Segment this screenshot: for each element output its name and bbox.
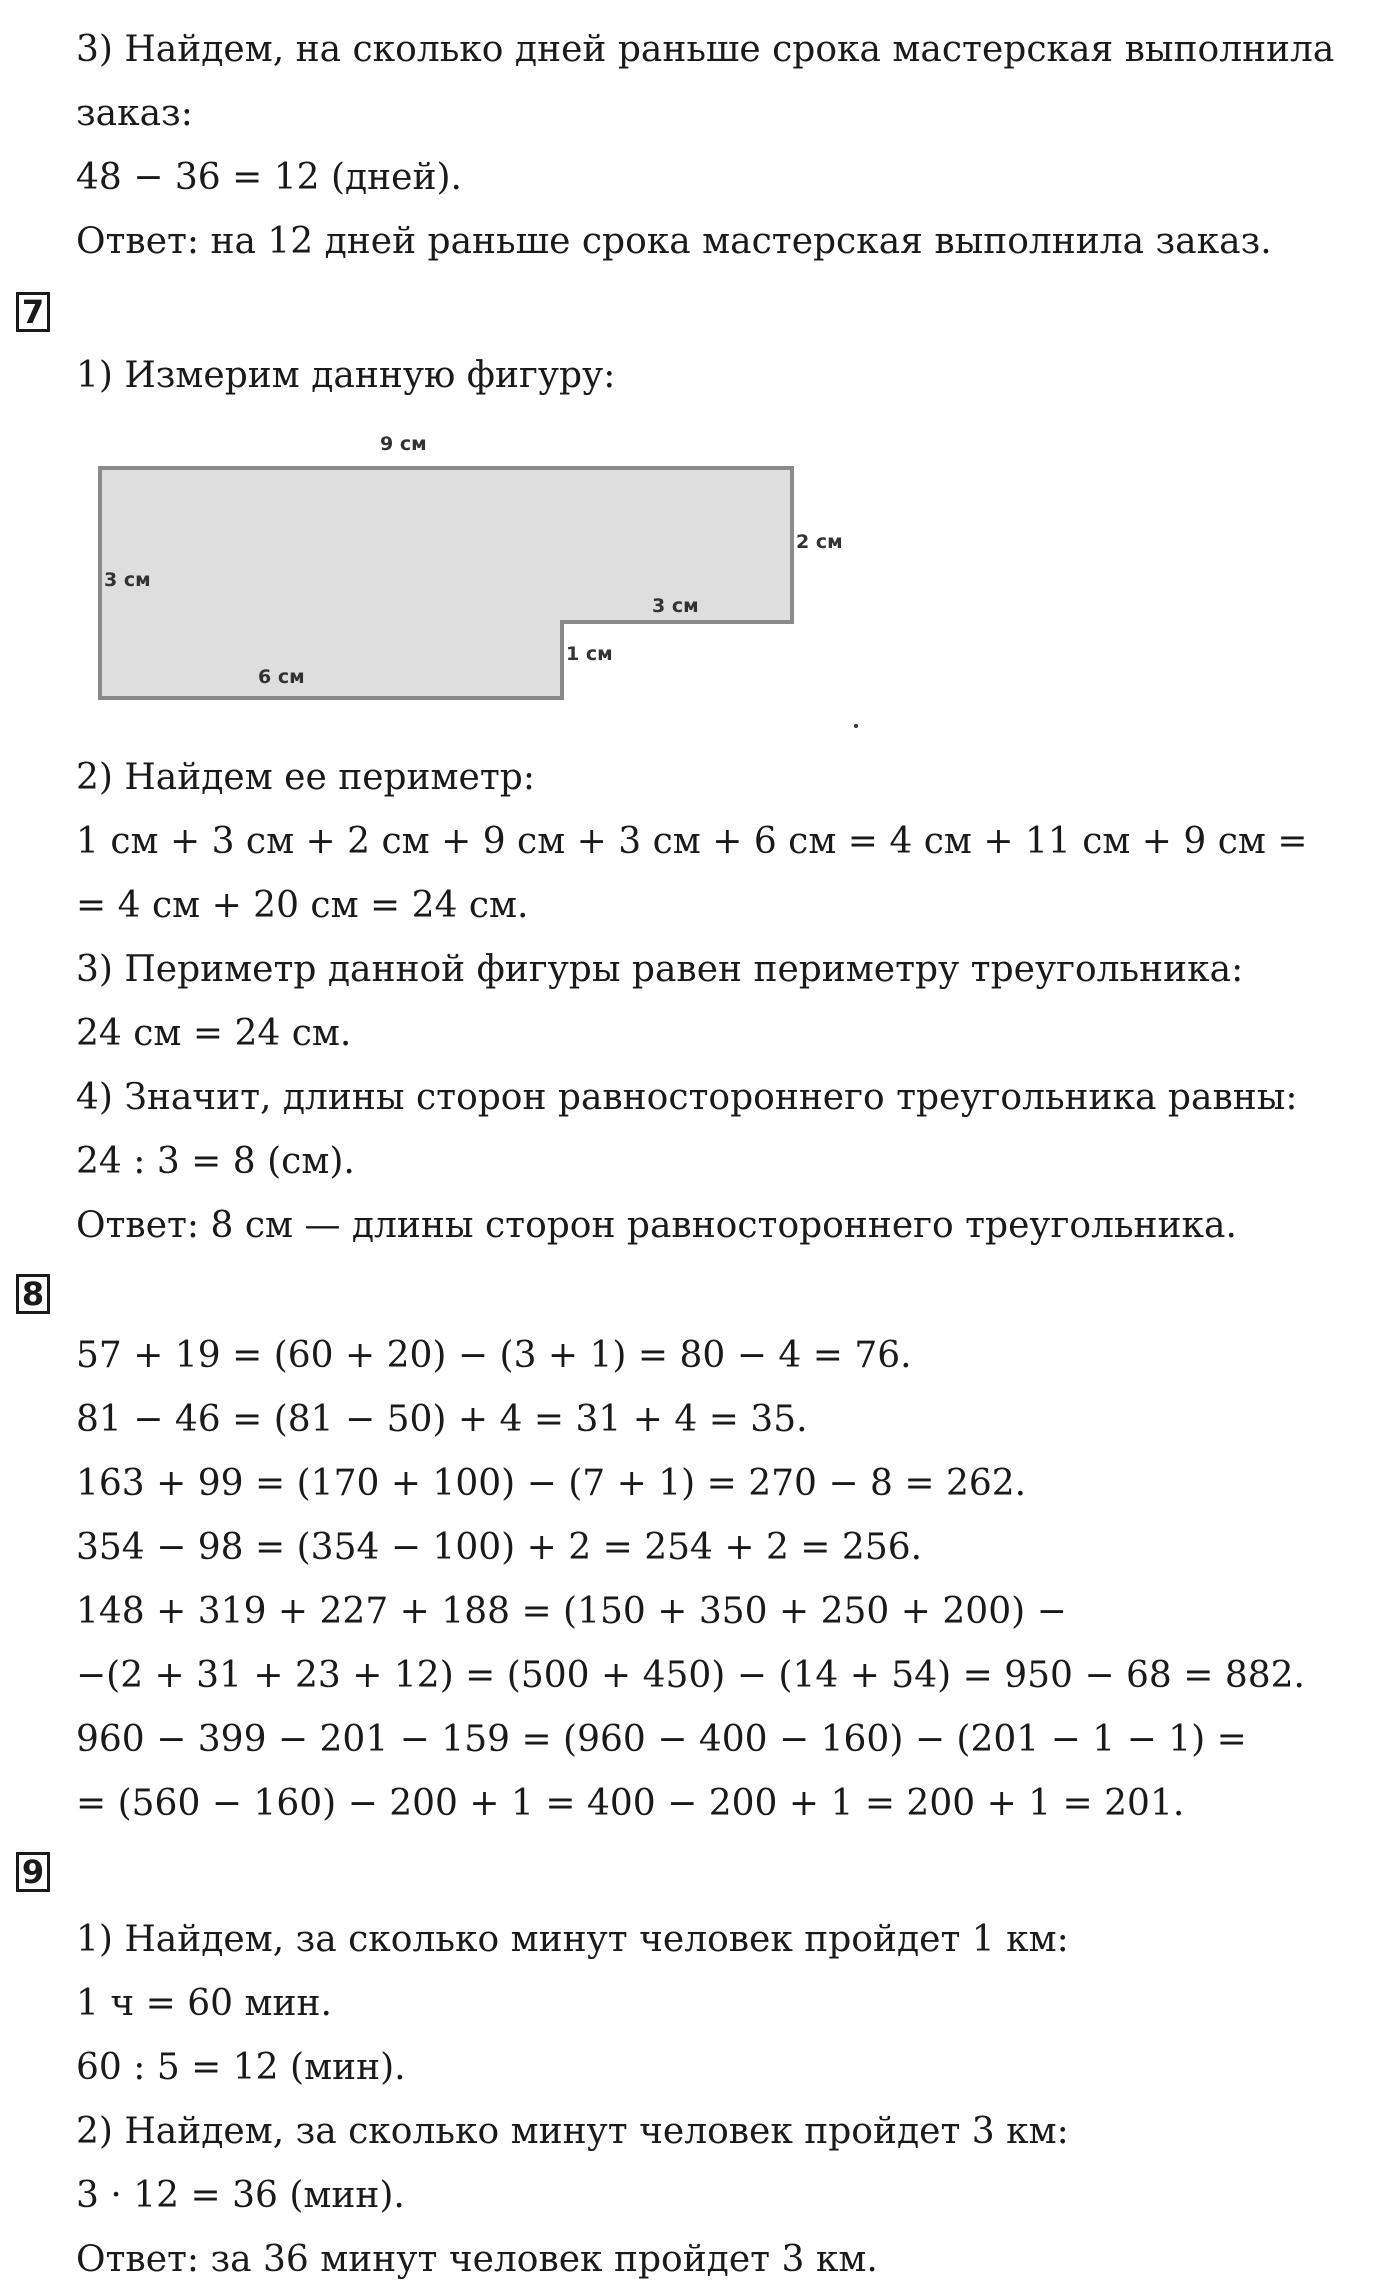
task9-number-box: 9	[16, 1852, 50, 1892]
task8-line: 81 − 46 = (81 − 50) + 4 = 31 + 4 = 35.	[76, 1399, 808, 1440]
figure-shape	[100, 468, 792, 698]
task7-answer: Ответ: 8 см — длины сторон равностороннего треугольника.	[76, 1205, 1237, 1246]
task8-line: 57 + 19 = (60 + 20) − (3 + 1) = 80 − 4 = 76.	[76, 1335, 912, 1376]
task8-line: 163 + 99 = (170 + 100) − (7 + 1) = 270 − 8 = 262.	[76, 1463, 1027, 1504]
task7-step4: 4) Значит, длины сторон равностороннего треугольника равны:	[76, 1077, 1298, 1118]
label-right: 2 см	[796, 531, 843, 553]
task8-line: 354 − 98 = (354 − 100) + 2 = 254 + 2 = 256.	[76, 1527, 923, 1568]
label-top: 9 см	[380, 433, 427, 455]
task6-answer: Ответ: на 12 дней раньше срока мастерская выполнила заказ.	[76, 221, 1272, 262]
task7-calc3: 24 см = 24 см.	[76, 1013, 352, 1054]
task7-calc4: 24 : 3 = 8 (см).	[76, 1141, 355, 1182]
task6-step3-line1: 3) Найдем, на сколько дней раньше срока мастерская выполнила	[76, 29, 1335, 70]
task9-line: 3 · 12 = 36 (мин).	[76, 2175, 405, 2216]
task6-calc: 48 − 36 = 12 (дней).	[76, 157, 462, 198]
task8-line: −(2 + 31 + 23 + 12) = (500 + 450) − (14 + 54) = 950 − 68 = 882.	[76, 1655, 1305, 1696]
task7-calc2: = 4 см + 20 см = 24 см.	[76, 885, 529, 926]
stray-dot	[854, 724, 858, 728]
task7-step2: 2) Найдем ее периметр:	[76, 757, 535, 798]
label-left: 3 см	[104, 569, 151, 591]
task9-line: 60 : 5 = 12 (мин).	[76, 2047, 406, 2088]
task7-calc1: 1 см + 3 см + 2 см + 9 см + 3 см + 6 см = 4 см + 11 см + 9 см =	[76, 821, 1308, 862]
task9-line: 2) Найдем, за сколько минут человек пройдет 3 км:	[76, 2111, 1069, 2152]
task9-answer: Ответ: за 36 минут человек пройдет 3 км.	[76, 2239, 878, 2280]
task7-figure	[80, 420, 900, 740]
task7-number-box: 7	[16, 292, 50, 332]
task7-step3: 3) Периметр данной фигуры равен периметру треугольника:	[76, 949, 1244, 990]
task8-number-box: 8	[16, 1274, 50, 1314]
task7-step1: 1) Измерим данную фигуру:	[76, 355, 616, 396]
task9-line: 1) Найдем, за сколько минут человек пройдет 1 км:	[76, 1919, 1069, 1960]
task8-line: = (560 − 160) − 200 + 1 = 400 − 200 + 1 = 200 + 1 = 201.	[76, 1783, 1185, 1824]
task8-line: 960 − 399 − 201 − 159 = (960 − 400 − 160) − (201 − 1 − 1) =	[76, 1719, 1247, 1760]
task6-step3-line2: заказ:	[76, 93, 193, 134]
label-inner-vertical: 1 см	[566, 643, 613, 665]
task9-line: 1 ч = 60 мин.	[76, 1983, 332, 2024]
task8-line: 148 + 319 + 227 + 188 = (150 + 350 + 250 + 200) −	[76, 1591, 1067, 1632]
label-inner-horizontal: 3 см	[652, 595, 699, 617]
label-bottom: 6 см	[258, 666, 305, 688]
